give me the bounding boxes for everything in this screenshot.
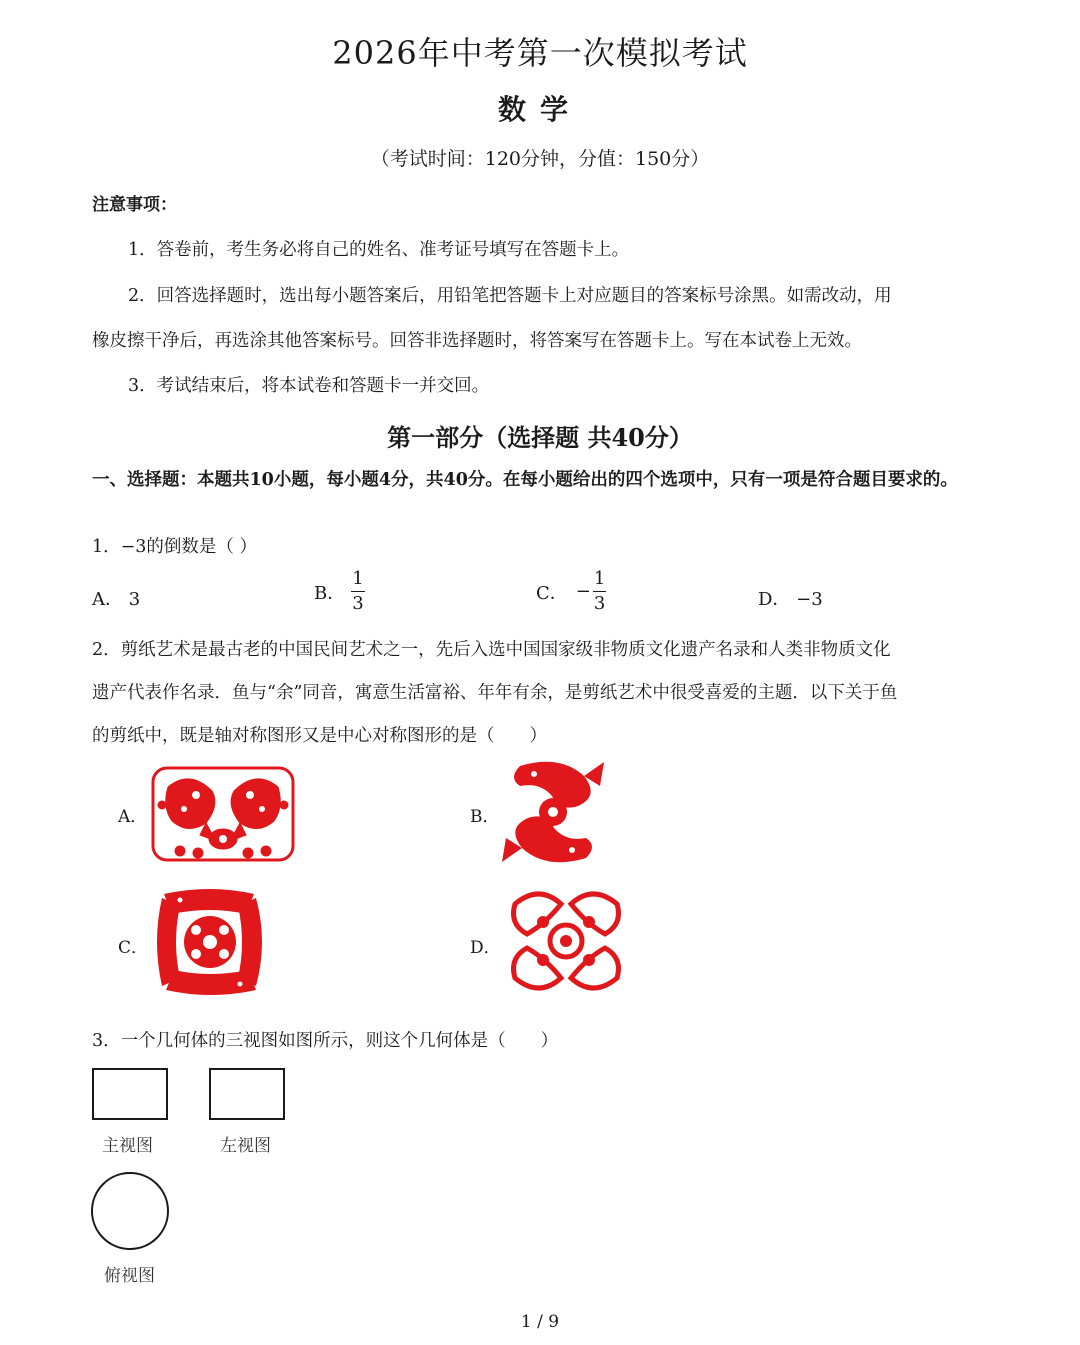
exam-title: 2026年中考第一次模拟考试 [332,34,748,72]
q2-line-3: 的剪纸中，既是轴对称图形又是中心对称图形的是（ ） [92,726,547,746]
q1-option-d-value: −3 [796,589,823,610]
notice-item-3: 3．考试结束后，将本试卷和答题卡一并交回。 [128,376,490,396]
section-title: 第一部分（选择题 共40分） [387,423,693,452]
q3-top-view-label: 俯视图 [104,1266,155,1286]
q1-stem: 1．−3的倒数是（ ） [92,537,257,557]
q2-line-2: 遗产代表作名录．鱼与“余”同音，寓意生活富裕、年年有余，是剪纸艺术中很受喜爱的主题．以下关于鱼 [92,683,898,703]
notice-heading: 注意事项： [92,195,177,215]
q3-side-view-label: 左视图 [220,1136,271,1156]
section-description: 一、选择题：本题共10小题，每小题4分，共40分。在每小题给出的四个选项中，只有一项是符合题目要求的。 [92,470,958,490]
q1-option-b-fraction [351,570,364,613]
q1-option-c-sign: − [575,581,591,602]
q1-option-c-numerator: 1 [593,570,606,592]
q3-front-view-rectangle [92,1068,168,1120]
q3-side-view-rectangle [209,1068,285,1120]
q2-option-c-label: C． [118,938,149,958]
q1-option-b [314,570,365,613]
q1-option-a-value: 3 [128,589,141,610]
q1-option-a [92,585,140,611]
page-number: 1 / 9 [520,1312,560,1332]
notice-item-1: 1．答卷前，考生务必将自己的姓名、准考证号填写在答题卡上。 [128,240,630,260]
q1-option-b-denominator: 3 [352,593,364,614]
q2-option-a-label: A． [118,807,148,827]
q3-front-view-label: 主视图 [102,1136,153,1156]
q1-option-d-label: D． [758,589,791,610]
q2-line-1: 2．剪纸艺术是最古老的中国民间艺术之一，先后入选中国国家级非物质文化遗产名录和人类非物质文化 [92,640,891,660]
q1-option-c-denominator: 3 [593,593,606,614]
q2-option-d-paper-cut-image [505,884,627,998]
q1-option-c-label: C． [536,582,568,604]
notice-item-2-line-1: 2．回答选择题时，选出每小题答案后，用铅笔把答题卡上对应题目的答案标号涂黑。如需改动，用 [128,286,892,306]
q2-option-a-paper-cut-image [150,765,296,863]
q1-option-c-fraction [593,570,606,613]
exam-info: （考试时间：120分钟，分值：150分） [370,148,710,170]
q1-option-a-label: A． [92,589,123,610]
notice-item-2-line-2: 橡皮擦干净后，再选涂其他答案标号。回答非选择题时，将答案写在答题卡上。写在本试卷上无效。 [92,331,862,351]
q2-option-b-paper-cut-image [500,756,606,868]
q2-option-d-label: D． [470,938,501,958]
q2-option-b-label: B． [470,807,500,827]
q1-option-b-label: B． [314,582,346,604]
q3-top-view-circle [91,1172,169,1250]
q1-option-b-numerator: 1 [351,570,364,592]
exam-subject: 数学 [497,93,582,126]
q1-option-d [758,585,823,611]
q3-stem: 3．一个几何体的三视图如图所示，则这个几何体是（ ） [92,1031,559,1051]
q2-option-c-paper-cut-image [150,884,270,1000]
q1-option-c [536,570,606,613]
